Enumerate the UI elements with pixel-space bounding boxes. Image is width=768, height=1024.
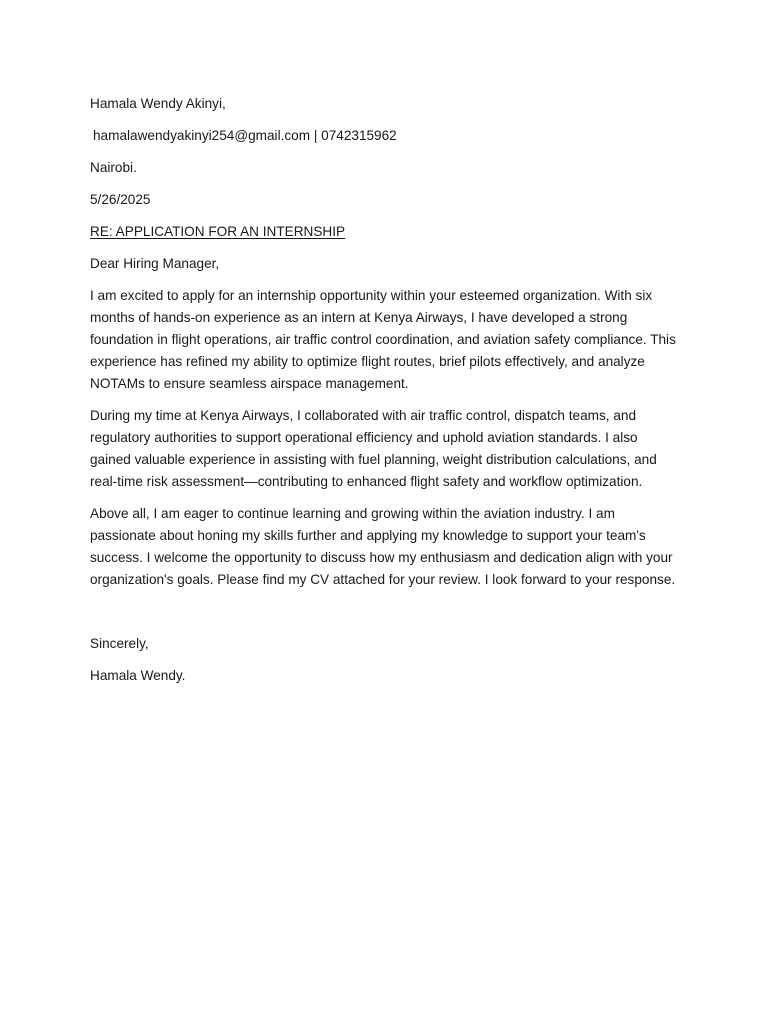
signature: Hamala Wendy. — [90, 668, 186, 683]
closing: Sincerely, — [90, 636, 149, 651]
sender-name: Hamala Wendy Akinyi, — [90, 96, 226, 111]
sender-contact: hamalawendyakinyi254@gmail.com | 0742315962 — [93, 128, 397, 143]
sender-city: Nairobi. — [90, 160, 137, 175]
closing-spacer — [90, 601, 680, 633]
subject-text: RE: APPLICATION FOR AN INTERNSHIP — [90, 224, 346, 239]
letter-date: 5/26/2025 — [90, 192, 151, 207]
salutation: Dear Hiring Manager, — [90, 256, 220, 271]
cover-letter — [90, 93, 680, 697]
subject-line — [90, 221, 680, 243]
body-paragraph-3: Above all, I am eager to continue learning and growing within the aviation industry. I am passionate about honing my skills further and applying my knowledge to support your team's success. I welcome the opportunity to discuss how my enthusiasm and dedication align with your organization's goals. Please find my CV attached for your review. I look forward to your response. — [90, 506, 676, 587]
body-paragraph-1: I am excited to apply for an internship opportunity within your esteemed organization. With six months of hands-on experience as an intern at Kenya Airways, I have developed a strong foundation in flight operations, air traffic control coordination, and aviation safety compliance. This experience has refined my ability to optimize flight routes, brief pilots effectively, and analyze NOTAMs to ensure seamless airspace management. — [90, 288, 676, 391]
body-paragraph-2: During my time at Kenya Airways, I collaborated with air traffic control, dispatch teams, and regulatory authorities to support operational efficiency and uphold aviation standards. I also gained valuable experience in assisting with fuel planning, weight distribution calculations, and real-time risk assessment—contributing to enhanced flight safety and workflow optimization. — [90, 408, 657, 489]
